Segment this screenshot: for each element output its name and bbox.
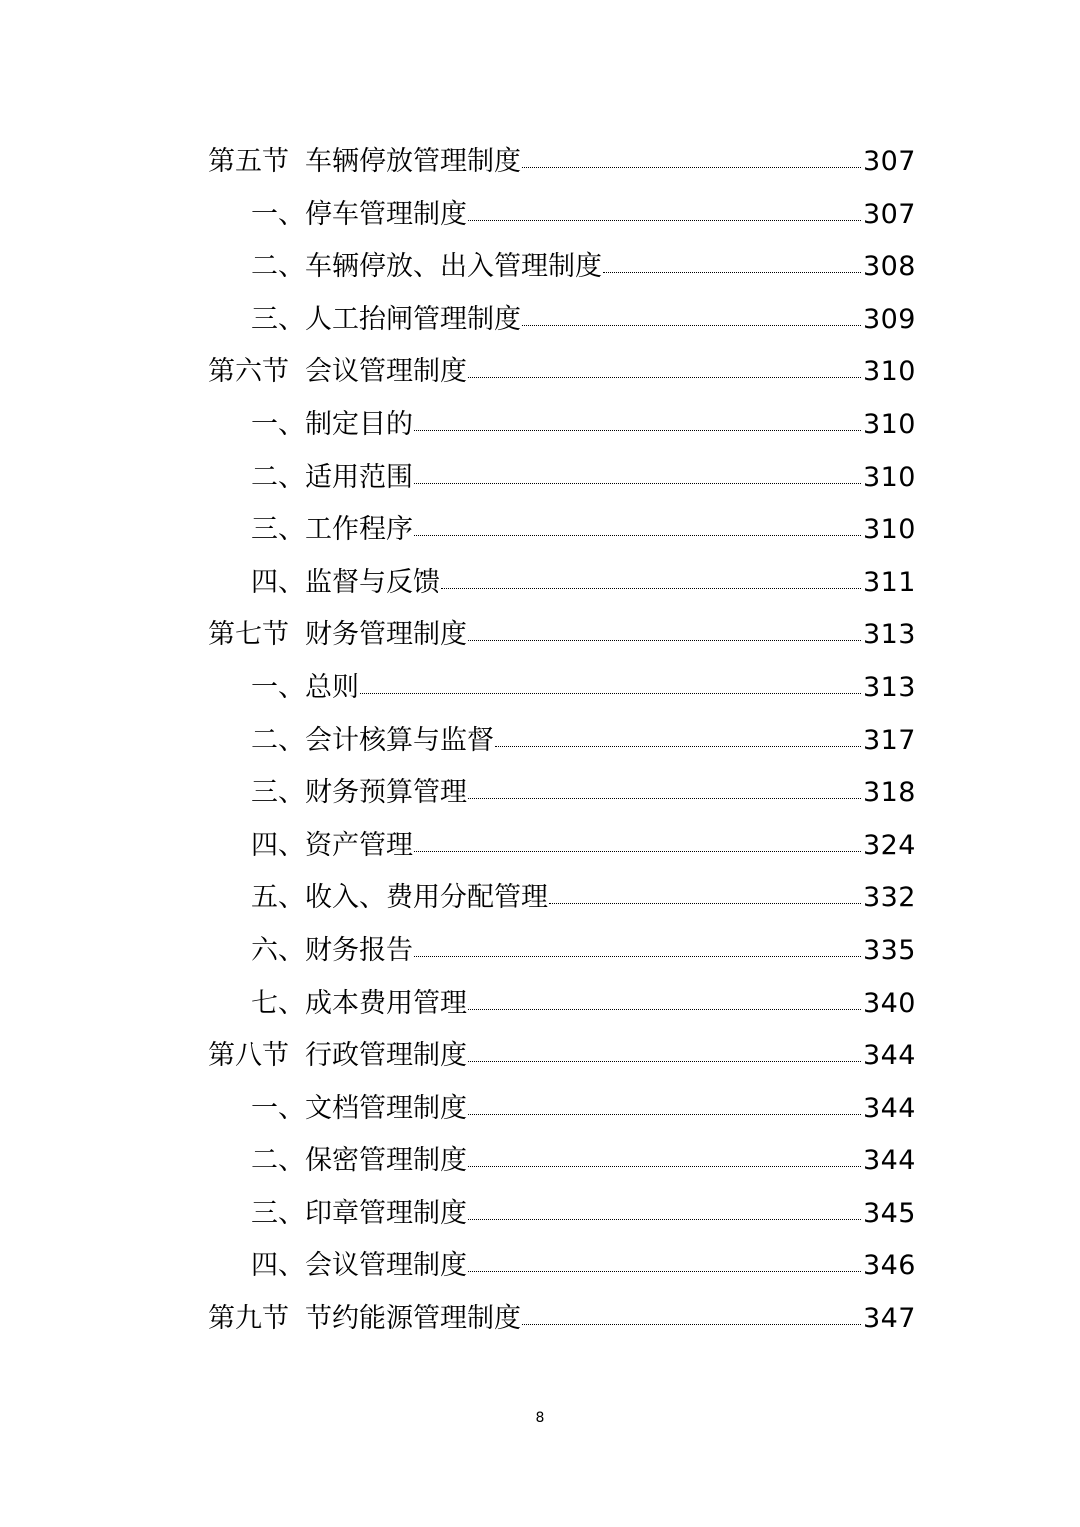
- toc-entry-title: 二、保密管理制度: [251, 1145, 467, 1177]
- dot-leader: [468, 377, 861, 378]
- toc-entry-title: 一、停车管理制度: [251, 198, 467, 230]
- toc-section-entry[interactable]: [208, 609, 916, 662]
- toc-entry-title: 财务管理制度: [305, 619, 467, 651]
- toc-entry-title: 一、制定目的: [251, 408, 413, 440]
- toc-entry-title: 七、成本费用管理: [251, 987, 467, 1019]
- toc-entry-title: 车辆停放管理制度: [305, 146, 521, 177]
- toc-subsection-entry[interactable]: [208, 925, 916, 978]
- toc-page-number: 340: [862, 987, 916, 1019]
- toc-entry-label: [208, 1030, 467, 1083]
- toc-entry-title: 四、资产管理: [251, 829, 413, 861]
- toc-entry-title: 六、财务报告: [251, 934, 413, 966]
- toc-entry-title: 二、会计核算与监督: [251, 724, 494, 756]
- toc-page-number: 307: [862, 198, 916, 230]
- toc-entry-label: [208, 609, 467, 662]
- dot-leader: [414, 851, 861, 852]
- toc-section-number: 第五节: [208, 146, 289, 177]
- toc-page-number: 311: [862, 566, 916, 598]
- toc-page-number: 313: [862, 619, 916, 651]
- toc-entry-title: 二、车辆停放、出入管理制度: [251, 251, 602, 283]
- toc-page-number: 347: [862, 1303, 916, 1335]
- toc-entry-label: [251, 452, 413, 505]
- toc-entry-label: [251, 925, 413, 978]
- toc-subsection-entry[interactable]: [208, 820, 916, 873]
- toc-subsection-entry[interactable]: [208, 872, 916, 925]
- toc-page-number: 310: [862, 461, 916, 493]
- toc-entry-label: [251, 294, 521, 347]
- toc-entry-label: [251, 1083, 467, 1136]
- toc-page-number: 310: [862, 408, 916, 440]
- toc-page-number: 309: [862, 303, 916, 335]
- toc-entry-label: [251, 504, 413, 557]
- toc-section-entry[interactable]: [208, 346, 916, 399]
- page-number: 8: [535, 1410, 545, 1426]
- toc-page-number: 308: [862, 251, 916, 283]
- dot-leader: [468, 1166, 861, 1167]
- toc-subsection-entry[interactable]: [208, 715, 916, 768]
- toc-page-number: 332: [862, 882, 916, 914]
- dot-leader: [360, 693, 861, 694]
- toc-entry-label: [251, 1135, 467, 1188]
- dot-leader: [468, 1009, 861, 1010]
- toc-page-number: 310: [862, 514, 916, 546]
- toc-subsection-entry[interactable]: [208, 399, 916, 452]
- toc-section-entry[interactable]: [208, 1293, 916, 1346]
- toc-entry-label: [251, 1188, 467, 1241]
- toc-subsection-entry[interactable]: [208, 1083, 916, 1136]
- toc-section-entry[interactable]: [208, 136, 916, 189]
- toc-entry-title: 三、工作程序: [251, 514, 413, 546]
- toc-section-entry[interactable]: [208, 1030, 916, 1083]
- toc-subsection-entry[interactable]: [208, 452, 916, 505]
- toc-subsection-entry[interactable]: [208, 294, 916, 347]
- dot-leader: [414, 956, 861, 957]
- toc-entry-title: 三、印章管理制度: [251, 1197, 467, 1229]
- table-of-contents: [208, 136, 916, 1346]
- toc-page-number: 318: [862, 777, 916, 809]
- toc-section-number: 第九节: [208, 1303, 289, 1335]
- toc-section-number: 第七节: [208, 619, 289, 651]
- toc-entry-title: 一、文档管理制度: [251, 1092, 467, 1124]
- toc-entry-title: 二、适用范围: [251, 461, 413, 493]
- toc-page-number: 324: [862, 829, 916, 861]
- toc-page-number: 313: [862, 671, 916, 703]
- toc-entry-title: 一、总则: [251, 671, 359, 703]
- dot-leader: [468, 1061, 861, 1062]
- toc-entry-label: [251, 715, 494, 768]
- dot-leader: [468, 798, 861, 799]
- dot-leader: [414, 483, 861, 484]
- dot-leader: [603, 272, 861, 273]
- dot-leader: [468, 1271, 861, 1272]
- toc-page-number: 346: [862, 1250, 916, 1282]
- dot-leader: [441, 588, 861, 589]
- toc-entry-label: [251, 872, 548, 925]
- toc-entry-label: [251, 820, 413, 873]
- toc-page-number: 344: [862, 1092, 916, 1124]
- toc-subsection-entry[interactable]: [208, 767, 916, 820]
- toc-section-number: 第八节: [208, 1040, 289, 1072]
- dot-leader: [414, 430, 861, 431]
- toc-entry-label: [208, 346, 467, 399]
- toc-subsection-entry[interactable]: [208, 504, 916, 557]
- toc-section-number: 第六节: [208, 356, 289, 388]
- toc-entry-label: [251, 557, 440, 610]
- toc-page-number: 310: [862, 356, 916, 388]
- toc-subsection-entry[interactable]: [208, 557, 916, 610]
- toc-page-number: 335: [862, 934, 916, 966]
- toc-page-number: 317: [862, 724, 916, 756]
- toc-subsection-entry[interactable]: [208, 978, 916, 1031]
- toc-entry-title: 三、人工抬闸管理制度: [251, 303, 521, 335]
- toc-entry-title: 五、收入、费用分配管理: [251, 882, 548, 914]
- dot-leader: [468, 1219, 861, 1220]
- toc-entry-title: 会议管理制度: [305, 356, 467, 388]
- dot-leader: [468, 640, 861, 641]
- toc-subsection-entry[interactable]: [208, 1240, 916, 1293]
- toc-entry-title: 四、监督与反馈: [251, 566, 440, 598]
- toc-subsection-entry[interactable]: [208, 1188, 916, 1241]
- toc-page-number: 345: [862, 1197, 916, 1229]
- toc-entry-label: [251, 189, 467, 242]
- dot-leader: [522, 325, 861, 326]
- toc-subsection-entry[interactable]: [208, 189, 916, 242]
- toc-entry-label: [251, 767, 467, 820]
- dot-leader: [522, 1324, 861, 1325]
- dot-leader: [414, 535, 861, 536]
- toc-entry-title: 三、财务预算管理: [251, 777, 467, 809]
- dot-leader: [522, 167, 861, 168]
- toc-page-number: 307: [862, 146, 916, 177]
- toc-page-number: 344: [862, 1145, 916, 1177]
- toc-page-number: 344: [862, 1040, 916, 1072]
- toc-subsection-entry[interactable]: [208, 662, 916, 715]
- toc-entry-label: [251, 1240, 467, 1293]
- toc-entry-title: 四、会议管理制度: [251, 1250, 467, 1282]
- toc-entry-label: [208, 136, 521, 189]
- toc-entry-label: [251, 978, 467, 1031]
- toc-subsection-entry[interactable]: [208, 241, 916, 294]
- toc-entry-label: [208, 1293, 521, 1346]
- toc-subsection-entry[interactable]: [208, 1135, 916, 1188]
- toc-entry-title: 行政管理制度: [305, 1040, 467, 1072]
- dot-leader: [468, 1114, 861, 1115]
- toc-entry-label: [251, 241, 602, 294]
- dot-leader: [468, 220, 861, 221]
- toc-entry-label: [251, 662, 359, 715]
- toc-entry-label: [251, 399, 413, 452]
- dot-leader: [549, 903, 861, 904]
- dot-leader: [495, 746, 861, 747]
- toc-entry-title: 节约能源管理制度: [305, 1303, 521, 1335]
